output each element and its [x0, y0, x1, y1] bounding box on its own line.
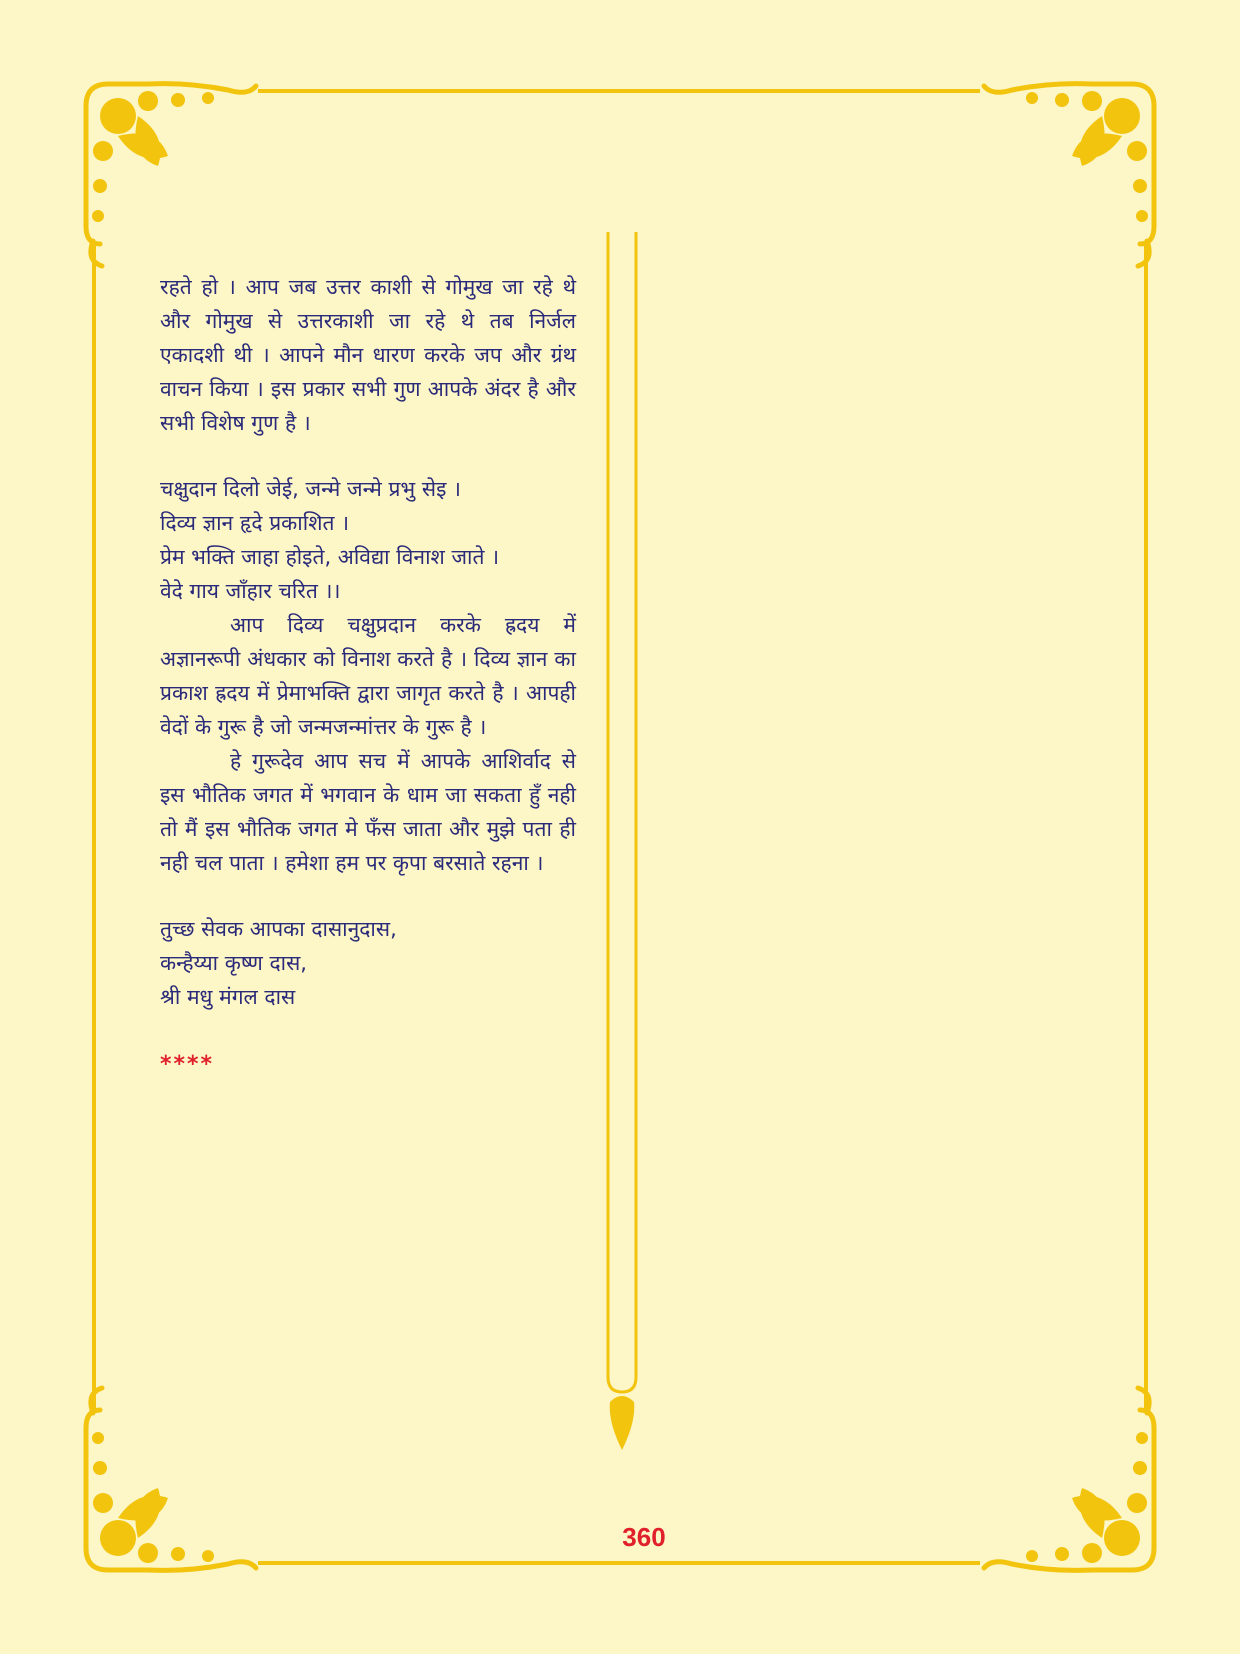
tilak-divider-icon — [604, 232, 640, 1462]
frame-top-line — [258, 89, 980, 93]
letter-text — [160, 270, 576, 1082]
signature-line: कन्हैय्या कृष्ण दास, — [160, 951, 307, 975]
verse-line: प्रेम भक्ति जाहा होइते, अविद्या विनाश जाते । — [160, 545, 500, 569]
page-number: 360 — [622, 1522, 666, 1552]
frame-bottom-line — [258, 1561, 980, 1565]
paragraph-2: आप दिव्य चक्षुप्रदान करके ह्रदय में अज्ञानरूपी अंधकार को विनाश करते है । दिव्य ज्ञान का प्रकाश ह्रदय में प्रेमाभक्ति द्वारा जागृत करते है । आपही वेदों के गुरू है जो जन्मजन्मांत्तर के गुरू है । — [160, 613, 576, 739]
signature-line: तुच्छ सेवक आपका दासानुदास, — [160, 917, 397, 941]
floral-corner-ornament-top-right — [962, 76, 1162, 276]
frame-left-line — [92, 244, 96, 1410]
frame-right-line — [1144, 244, 1148, 1410]
paragraph-1: रहते हो । आप जब उत्तर काशी से गोमुख जा रहे थे और गोमुख से उत्तरकाशी जा रहे थे तब निर्जल एकादशी थी । आपने मौन धारण करके जप और ग्रंथ वाचन किया । इस प्रकार सभी गुण आपके अंदर है और सभी विशेष गुण है । — [160, 275, 576, 435]
verse-block — [160, 472, 576, 608]
paragraph-3: हे गुरूदेव आप सच में आपके आशिर्वाद से इस भौतिक जगत में भगवान के धाम जा सकता हुँ नही तो मैं इस भौतिक जगत मे फँस जाता और मुझे पता ही नही चल पाता । हमेशा हम पर कृपा बरसाते रहना । — [160, 749, 576, 875]
section-end-stars: **** — [160, 1052, 215, 1077]
verse-line: वेदे गाय जाँहार चरित ।। — [160, 579, 341, 603]
verse-line: दिव्य ज्ञान हृदे प्रकाशित । — [160, 511, 350, 535]
floral-corner-ornament-top-left — [78, 76, 278, 276]
signature-line: श्री मधु मंगल दास — [160, 985, 296, 1009]
verse-line: चक्षुदान दिलो जेई, जन्मे जन्मे प्रभु सेइ । — [160, 477, 462, 501]
signature-block — [160, 912, 576, 1014]
